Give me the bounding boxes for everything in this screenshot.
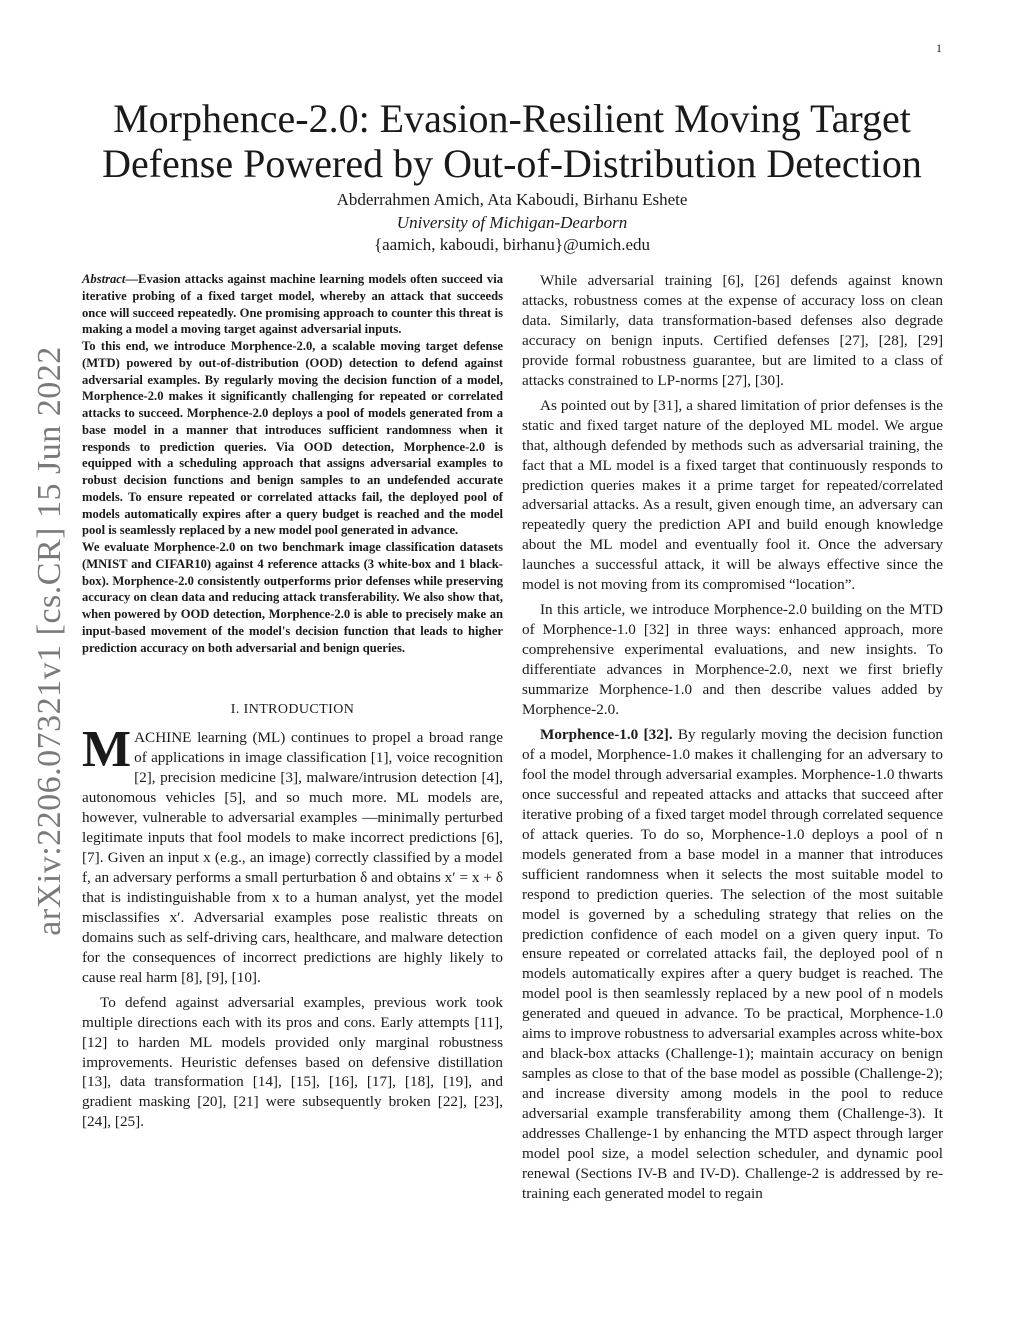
- paper-title: Morphence-2.0: Evasion-Resilient Moving Target Defense Powered by Out-of-Distribution Detection: [102, 96, 922, 186]
- authors: Abderrahmen Amich, Ata Kaboudi, Birhanu Eshete: [336, 190, 688, 209]
- abstract-label: Abstract: [82, 272, 126, 286]
- abstract-paragraph-1: [82, 271, 503, 338]
- arxiv-identifier: arXiv:2206.07321v1 [cs.CR] 15 Jun 2022: [31, 346, 68, 936]
- affiliation: University of Michigan-Dearborn: [396, 213, 628, 232]
- right-paragraph-4: [522, 725, 943, 1204]
- morphence-1-heading: Morphence-1.0 [32].: [540, 725, 673, 743]
- intro-text-1: ACHINE learning (ML) continues to propel a broad range of applications in image classification [1], voice recognition [2], precision medicine [3], malware/intrusion detection [4], autonomous vehicles [5], and so much more. ML models are, however, vulnerable to adversarial examples —minimally perturbed legitimate inputs that fool models to make incorrect predictions [6], [7]. Given an input x (e.g., an image) correctly classified by a model f, an adversary performs a small perturbation δ and obtains x′ = x + δ that is indistinguishable from x to a human analyst, yet the model misclassifies x′. Adversarial examples pose realistic threats on domains such as self-driving cars, healthcare, and malware detection for the consequences of incorrect predictions are highly likely to cause real harm [8], [9], [10].: [82, 729, 503, 986]
- right-paragraph-2: As pointed out by [31], a shared limitation of prior defenses is the static and fixed target nature of the deployed ML model. We argue that, although defended by methods such as adversarial training, the fact that a ML model is a fixed target that continuously responds to prediction queries makes it a prime target for repeated/correlated adversarial attacks. As a result, given enough time, an adversary can repeatedly query the prediction API and build enough knowledge about the ML model and eventually fool it. Once the adversary launches a successful attack, it will be always effective since the model is not moving from its compromised “location”.: [522, 396, 943, 594]
- section-heading-introduction: I. INTRODUCTION: [230, 702, 355, 718]
- introduction-body: [82, 721, 503, 1132]
- right-column: [522, 271, 943, 1209]
- intro-paragraph-2: To defend against adversarial examples, previous work took multiple directions each with its pros and cons. Early attempts [11], [12] to harden ML models provided only marginal robustness improvements. Heuristic defenses based on defensive distillation [13], data transformation [14], [15], [16], [17], [18], [19], and gradient masking [20], [21] were subsequently broken [22], [23], [24], [25].: [82, 993, 503, 1131]
- drop-cap: M: [82, 721, 132, 779]
- right-text-4: By regularly moving the decision function of a model, Morphence-1.0 makes it challenging for an adversary to fool the model through adversarial examples. Morphence-1.0 thwarts once successful and repeated attacks and attacks that succeed after iterative probing of a fixed target model through correlated sequence of attack queries. To do so, Morphence-1.0 deploys a pool of n models generated from a base model in a manner that introduces sufficient randomness when it selects the most suitable model to respond to prediction queries. The selection of the most suitable model is governed by a scheduling strategy that relies on the prediction confidence of each model on a given query input. To ensure repeated or correlated attacks fail, the deployed pool of n models automatically expires after a query budget is reached. The model pool is then seamlessly replaced by a new pool of n models generated and queued in advance. To be practical, Morphence-1.0 aims to improve robustness to adversarial examples across white-box and black-box attacks (Challenge-1); maintain accuracy on benign samples as close to that of the base model as possible (Challenge-2); and increase diversity among models in the pool to reduce adversarial example transferability among them (Challenge-3). It addresses Challenge-1 by enhancing the MTD aspect through larger model pool size, a model selection scheduler, and dynamic pool renewal (Sections IV-B and IV-D). Challenge-2 is addressed by re-training each generated model to regain: [522, 725, 944, 1202]
- abstract-paragraph-2: To this end, we introduce Morphence-2.0, a scalable moving target defense (MTD) powered by out-of-distribution (OOD) detection to defend against adversarial examples. By regularly moving the decision function of a model, Morphence-2.0 makes it significantly challenging for repeated or correlated attacks to succeed. Morphence-2.0 deploys a pool of models generated from a base model in a manner that introduces sufficient randomness when it responds to prediction queries. Via OOD detection, Morphence-2.0 is equipped with a scheduling approach that assigns adversarial examples to robust decision functions and benign samples to an undefended accurate models. To ensure repeated or correlated attacks fail, the deployed pool of models automatically expires after a query budget is reached and the model pool is seamlessly replaced by a new model pool generated in advance.: [82, 339, 503, 538]
- left-column: [82, 271, 503, 1137]
- intro-paragraph-1: [82, 721, 503, 987]
- abstract-paragraph-3: We evaluate Morphence-2.0 on two benchmark image classification datasets (MNIST and CIFAR10) against 4 reference attacks (3 white-box and 1 black-box). Morphence-2.0 consistently outperforms prior defenses while preserving accuracy on clean data and reducing attack transferability. We also show that, when powered by OOD detection, Morphence-2.0 is able to precisely make an input-based movement of the model's decision function that leads to higher prediction accuracy on both adversarial and benign queries.: [82, 540, 503, 655]
- right-paragraph-3: In this article, we introduce Morphence-2.0 building on the MTD of Morphence-1.0 [32] in three ways: enhanced approach, more comprehensive experimental evaluations, and new insights. To differentiate advances in Morphence-2.0, next we first briefly summarize Morphence-1.0 and then describe values added by Morphence-2.0.: [522, 601, 943, 719]
- right-paragraph-1: While adversarial training [6], [26] defends against known attacks, robustness comes at the expense of accuracy loss on clean data. Similarly, data transformation-based defenses also degrade accuracy on benign inputs. Certified defenses [27], [28], [29] provide formal robustness guarantee, but are limited to a class of attacks constrained to LP-norms [27], [30].: [522, 272, 943, 389]
- email: {aamich, kaboudi, birhanu}@umich.edu: [373, 235, 651, 254]
- page-number: 1: [936, 41, 942, 55]
- abstract-text-1: —Evasion attacks against machine learning models often succeed via iterative probing of a fixed target model, whereby an attack that succeeds once will succeed repeatedly. One promising approach to counter this threat is making a model a moving target against adversarial inputs.: [82, 272, 503, 337]
- abstract: [82, 271, 503, 656]
